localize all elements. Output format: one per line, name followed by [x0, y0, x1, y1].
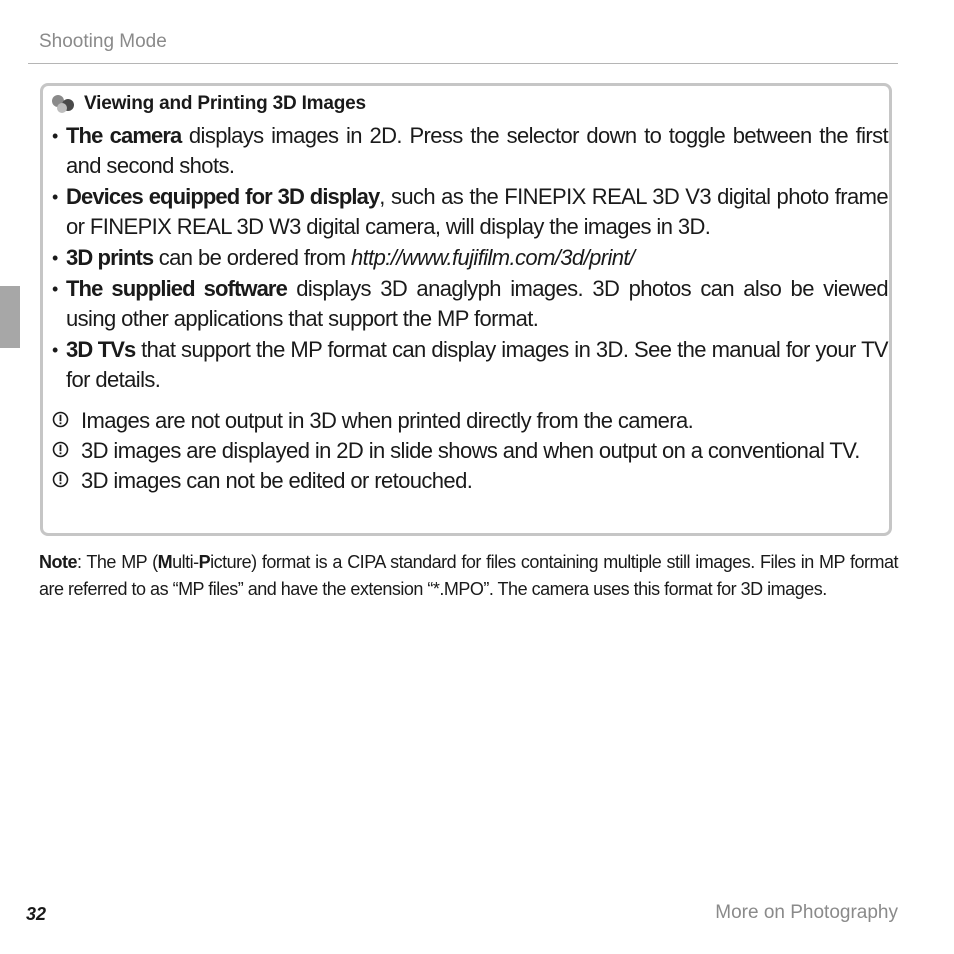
caution-icon [52, 411, 69, 428]
list-item [50, 121, 888, 181]
bullet-text: that support the MP format can display images in 3D. See the manual for your TV for details. [66, 337, 888, 392]
3d-glasses-icon [50, 94, 78, 114]
list-item [50, 335, 888, 395]
caution-icon [52, 471, 69, 488]
note-text: ulti- [172, 552, 199, 572]
note-label: Note [39, 552, 77, 572]
caution-item [50, 406, 888, 436]
bullet-text: displays images in 2D. Press the selector down to toggle between the first and second shots. [66, 123, 889, 178]
caution-text: Images are not output in 3D when printed directly from the camera. [81, 408, 694, 433]
list-item [50, 182, 888, 242]
note-text: : The MP ( [77, 552, 158, 572]
caution-item [50, 466, 888, 496]
chapter-tab [0, 286, 20, 348]
page-number: 32 [26, 904, 47, 924]
bullet-lead: Devices equipped for 3D display [66, 184, 380, 209]
section-header: Shooting Mode [39, 31, 167, 52]
note-emphasis-m: M [157, 552, 173, 572]
caution-icon [52, 441, 69, 458]
bullet-text: displays 3D anaglyph images. 3D photos can also be viewed using other applications that support the MP format. [66, 276, 889, 331]
bullet-list [50, 121, 888, 396]
caution-text: 3D images are displayed in 2D in slide shows and when output on a conventional TV. [81, 438, 860, 463]
bullet-text: , such as the FINEPIX REAL 3D V3 digital photo frame or FINEPIX REAL 3D W3 digital camera, will display the images in 3D. [66, 184, 888, 239]
bullet-lead: The supplied software [66, 276, 287, 301]
list-item [50, 274, 888, 334]
bullet-lead: 3D prints [66, 245, 154, 270]
box-title [50, 93, 366, 115]
bullet-lead: The camera [66, 123, 182, 148]
caution-list [50, 406, 888, 496]
header-divider [28, 63, 898, 64]
print-order-link[interactable]: http://www.fujifilm.com/3d/print/ [350, 245, 635, 270]
box-title-text: Viewing and Printing 3D Images [84, 93, 366, 114]
note-emphasis-p: P [198, 552, 211, 572]
caution-text: 3D images can not be edited or retouched. [81, 468, 473, 493]
note-text: icture) format is a CIPA standard for files containing multiple still images. Files in MP format are referred to as “MP files” and have the extension “*.MPO”. The camera uses this format for 3D images. [39, 552, 898, 599]
chapter-footer: More on Photography [715, 902, 898, 923]
caution-item [50, 436, 888, 466]
list-item [50, 243, 888, 273]
note-paragraph [39, 549, 898, 603]
bullet-text: can be ordered from [153, 245, 351, 270]
bullet-lead: 3D TVs [66, 337, 136, 362]
